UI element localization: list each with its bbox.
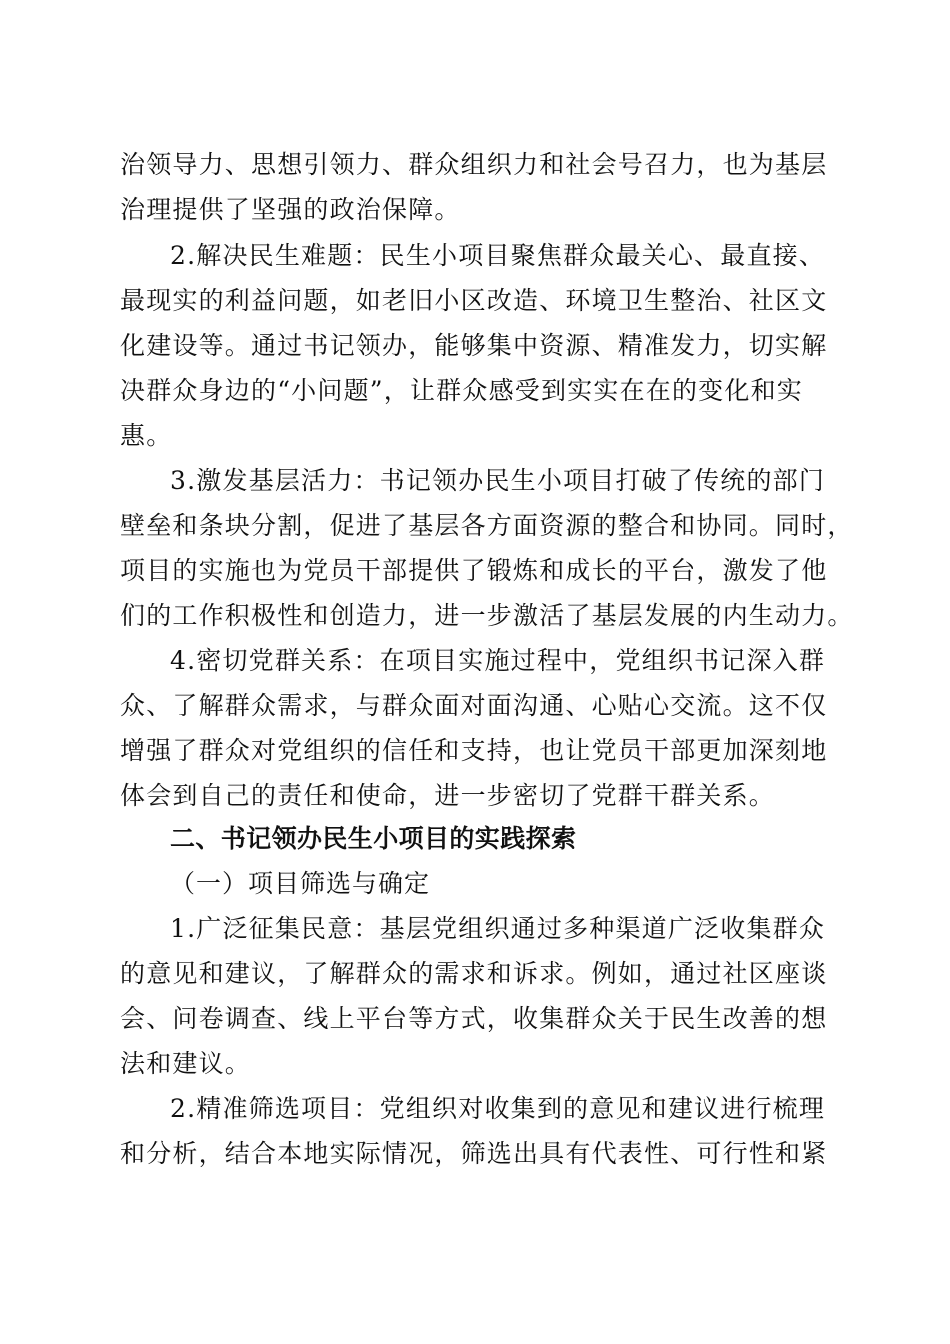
text-line: 2.解决民生难题：民生小项目聚焦群众最关心、最直接、 [170, 241, 826, 270]
text-line: 决群众身边的“小问题”，让群众感受到实实在在的变化和实 [120, 376, 803, 405]
text-line: 治理提供了坚强的政治保障。 [120, 195, 461, 224]
text-line: 化建设等。通过书记领办，能够集中资源、精准发力，切实解 [120, 331, 828, 360]
text-line: 1.广泛征集民意：基层党组织通过多种渠道广泛收集群众 [170, 914, 826, 943]
text-line: 惠。 [120, 421, 173, 450]
text-line: 4.密切党群关系：在项目实施过程中，党组织书记深入群 [170, 646, 826, 675]
text-line: 们的工作积极性和创造力，进一步激活了基层发展的内生动力。 [120, 601, 854, 630]
subsection-heading: （一）项目筛选与确定 [170, 869, 431, 898]
text-line: 治领导力、思想引领力、群众组织力和社会号召力，也为基层 [120, 150, 828, 179]
text-line: 壁垒和条块分割，促进了基层各方面资源的整合和协同。同时， [120, 511, 854, 540]
text-line: 3.激发基层活力：书记领办民生小项目打破了传统的部门 [170, 466, 826, 495]
text-line: 会、问卷调查、线上平台等方式，收集群众关于民生改善的想 [120, 1004, 828, 1033]
text-line: 最现实的利益问题，如老旧小区改造、环境卫生整治、社区文 [120, 286, 828, 315]
text-line: 2.精准筛选项目：党组织对收集到的意见和建议进行梳理 [170, 1094, 826, 1123]
text-line: 的意见和建议，了解群众的需求和诉求。例如，通过社区座谈 [120, 959, 828, 988]
text-line: 项目的实施也为党员干部提供了锻炼和成长的平台，激发了他 [120, 556, 828, 585]
text-line: 众、了解群众需求，与群众面对面沟通、心贴心交流。这不仅 [120, 691, 828, 720]
section-heading: 二、书记领办民生小项目的实践探索 [170, 824, 577, 853]
text-line: 体会到自己的责任和使命，进一步密切了党群干群关系。 [120, 781, 776, 810]
text-line: 和分析，结合本地实际情况，筛选出具有代表性、可行性和紧 [120, 1139, 828, 1168]
text-line: 增强了群众对党组织的信任和支持，也让党员干部更加深刻地 [120, 736, 828, 765]
text-line: 法和建议。 [120, 1049, 252, 1078]
